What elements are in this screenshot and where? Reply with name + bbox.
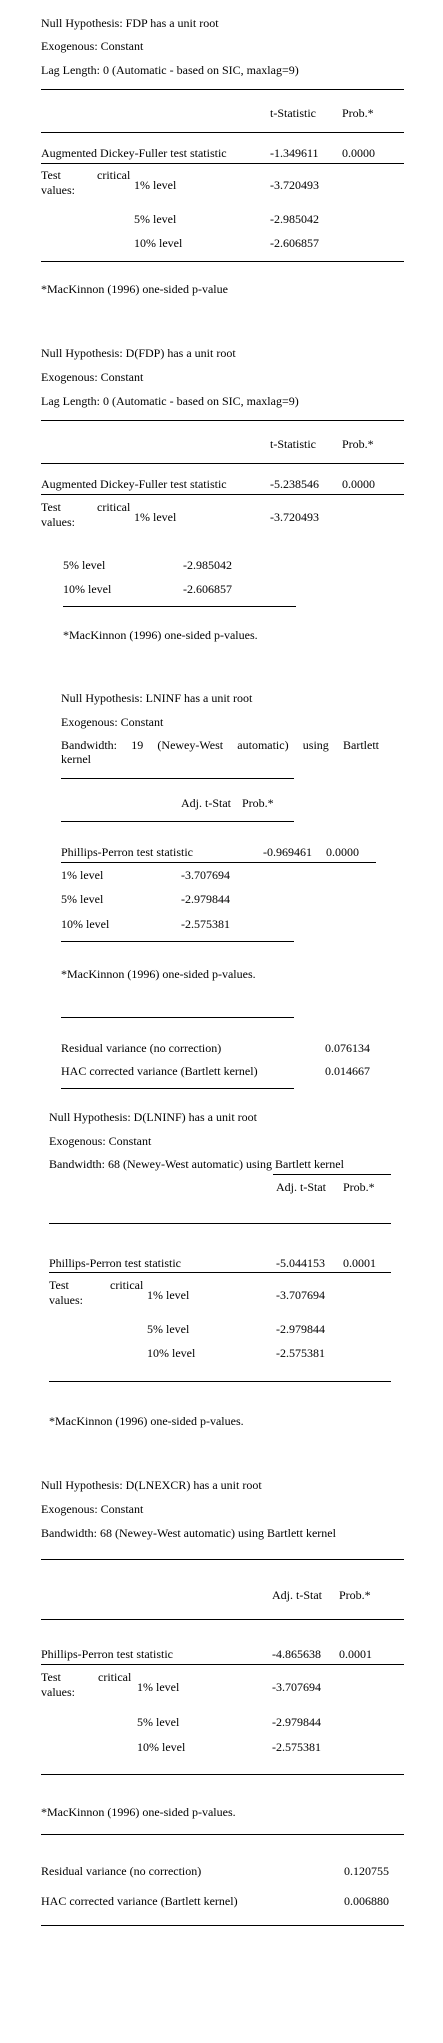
divider	[49, 1381, 391, 1382]
critical-1-label: 1% level	[137, 1680, 180, 1694]
critical-10-label: 10% level	[134, 236, 183, 250]
critical-10-value: -2.606857	[270, 236, 319, 250]
header-prob: Prob.*	[242, 796, 274, 810]
critical-5-value: -2.979844	[272, 1715, 321, 1729]
divider	[273, 1174, 391, 1175]
test-critical-values-label: Test	[41, 500, 61, 514]
divider	[41, 1619, 404, 1620]
critical-5-value: -2.979844	[181, 892, 230, 906]
header-prob: Prob.*	[342, 437, 374, 451]
header-adj-t-stat: Adj. t-Stat	[276, 1180, 326, 1194]
footnote: *MacKinnon (1996) one-sided p-values.	[41, 1805, 236, 1819]
header-prob: Prob.*	[339, 1588, 371, 1602]
footnote: *MacKinnon (1996) one-sided p-values.	[63, 628, 258, 642]
header-adj-t-stat: Adj. t-Stat	[272, 1588, 322, 1602]
lag-length: Lag Length: 0 (Automatic - based on SIC, maxlag=9)	[41, 63, 299, 77]
test-critical-values-label: values:	[41, 1685, 75, 1699]
critical-5-label: 5% level	[61, 892, 104, 906]
critical-5-value: -2.985042	[270, 212, 319, 226]
test-critical-values-label: values:	[41, 183, 75, 197]
test-critical-values-label: values:	[41, 515, 75, 529]
footnote: *MacKinnon (1996) one-sided p-value	[41, 282, 228, 296]
exogenous: Exogenous: Constant	[41, 1502, 144, 1516]
critical-1-value: -3.707694	[276, 1288, 325, 1302]
critical-1-label: 1% level	[147, 1288, 190, 1302]
bandwidth: Bandwidth: 68 (Newey-West automatic) using Bartlett kernel	[49, 1157, 344, 1171]
test-critical-values-label: values:	[49, 1293, 83, 1307]
null-hypothesis: Null Hypothesis: D(FDP) has a unit root	[41, 346, 236, 360]
divider	[41, 494, 404, 495]
divider	[41, 132, 404, 133]
bandwidth: Bandwidth: 68 (Newey-West automatic) using Bartlett kernel	[41, 1526, 336, 1540]
header-adj-t-stat: Adj. t-Stat	[181, 796, 231, 810]
test-critical-values-label: Test	[49, 1278, 69, 1292]
header-prob: Prob.*	[342, 106, 374, 120]
divider	[49, 1223, 391, 1224]
test-critical-values-label: critical	[98, 1670, 132, 1684]
residual-variance-label: Residual variance (no correction)	[61, 1041, 222, 1055]
adf-prob-value: 0.0000	[342, 477, 375, 491]
header-t-statistic: t-Statistic	[270, 106, 316, 120]
pp-prob-value: 0.0000	[326, 845, 359, 859]
hac-variance-label: HAC corrected variance (Bartlett kernel)	[41, 1894, 238, 1908]
divider	[61, 778, 294, 779]
divider	[61, 821, 294, 822]
critical-1-label: 1% level	[61, 868, 104, 882]
pp-statistic-label: Phillips-Perron test statistic	[49, 1256, 181, 1270]
null-hypothesis: Null Hypothesis: LNINF has a unit root	[61, 691, 253, 705]
divider	[41, 463, 404, 464]
exogenous: Exogenous: Constant	[61, 715, 164, 729]
test-critical-values-label: critical	[97, 168, 131, 182]
adf-t-value: -5.238546	[270, 477, 319, 491]
critical-5-label: 5% level	[134, 212, 177, 226]
pp-t-value: -5.044153	[276, 1256, 325, 1270]
residual-variance-label: Residual variance (no correction)	[41, 1864, 202, 1878]
critical-5-value: -2.979844	[276, 1322, 325, 1336]
footnote: *MacKinnon (1996) one-sided p-values.	[49, 1414, 244, 1428]
pp-prob-value: 0.0001	[339, 1647, 372, 1661]
exogenous: Exogenous: Constant	[41, 39, 144, 53]
divider	[61, 941, 294, 942]
header-prob: Prob.*	[343, 1180, 375, 1194]
critical-10-value: -2.575381	[276, 1346, 325, 1360]
hac-variance-value: 0.006880	[344, 1894, 389, 1908]
test-critical-values-label: critical	[110, 1278, 144, 1292]
adf-statistic-label: Augmented Dickey-Fuller test statistic	[41, 146, 227, 160]
critical-1-label: 1% level	[134, 178, 177, 192]
divider	[41, 261, 404, 262]
test-critical-values-label: Test	[41, 1670, 61, 1684]
adf-prob-value: 0.0000	[342, 146, 375, 160]
divider	[49, 1272, 391, 1273]
critical-1-value: -3.707694	[181, 868, 230, 882]
null-hypothesis: Null Hypothesis: D(LNEXCR) has a unit root	[41, 1478, 262, 1492]
divider	[41, 89, 404, 90]
footnote: *MacKinnon (1996) one-sided p-values.	[61, 967, 256, 981]
divider	[41, 1925, 404, 1926]
critical-10-value: -2.575381	[181, 917, 230, 931]
pp-prob-value: 0.0001	[343, 1256, 376, 1270]
residual-variance-value: 0.076134	[325, 1041, 370, 1055]
pp-statistic-label: Phillips-Perron test statistic	[41, 1647, 173, 1661]
bandwidth	[61, 738, 379, 766]
header-t-statistic: t-Statistic	[270, 437, 316, 451]
exogenous: Exogenous: Constant	[41, 370, 144, 384]
null-hypothesis: Null Hypothesis: D(LNINF) has a unit root	[49, 1110, 257, 1124]
critical-5-label: 5% level	[137, 1715, 180, 1729]
pp-statistic-label: Phillips-Perron test statistic	[61, 845, 193, 859]
critical-10-label: 10% level	[61, 917, 110, 931]
exogenous: Exogenous: Constant	[49, 1134, 152, 1148]
residual-variance-value: 0.120755	[344, 1864, 389, 1878]
divider	[61, 1088, 294, 1089]
critical-10-label: 10% level	[137, 1740, 186, 1754]
hac-variance-label: HAC corrected variance (Bartlett kernel)	[61, 1064, 258, 1078]
divider	[41, 420, 404, 421]
divider	[63, 606, 296, 607]
hac-variance-value: 0.014667	[325, 1064, 370, 1078]
divider	[41, 1774, 404, 1775]
critical-1-label: 1% level	[134, 510, 177, 524]
critical-1-value: -3.720493	[270, 178, 319, 192]
test-critical-values-label: critical	[97, 500, 131, 514]
critical-1-value: -3.707694	[272, 1680, 321, 1694]
lag-length: Lag Length: 0 (Automatic - based on SIC, maxlag=9)	[41, 394, 299, 408]
critical-10-label: 10% level	[147, 1346, 196, 1360]
pp-t-value: -0.969461	[263, 845, 312, 859]
critical-5-value: -2.985042	[183, 558, 232, 572]
divider	[41, 1834, 404, 1835]
pp-t-value: -4.865638	[272, 1647, 321, 1661]
divider	[41, 1559, 404, 1560]
critical-10-value: -2.575381	[272, 1740, 321, 1754]
adf-t-value: -1.349611	[270, 146, 319, 160]
divider	[61, 862, 376, 863]
adf-statistic-label: Augmented Dickey-Fuller test statistic	[41, 477, 227, 491]
divider	[41, 163, 404, 164]
bandwidth-text: Bandwidth: 19 (Newey-West automatic) using Bartlett	[61, 738, 379, 752]
bandwidth-text-continued: kernel	[61, 752, 91, 766]
null-hypothesis: Null Hypothesis: FDP has a unit root	[41, 16, 219, 30]
critical-5-label: 5% level	[63, 558, 106, 572]
critical-5-label: 5% level	[147, 1322, 190, 1336]
critical-10-label: 10% level	[63, 582, 112, 596]
critical-1-value: -3.720493	[270, 510, 319, 524]
critical-10-value: -2.606857	[183, 582, 232, 596]
divider	[41, 1664, 404, 1665]
test-critical-values-label: Test	[41, 168, 61, 182]
divider	[61, 1017, 294, 1018]
